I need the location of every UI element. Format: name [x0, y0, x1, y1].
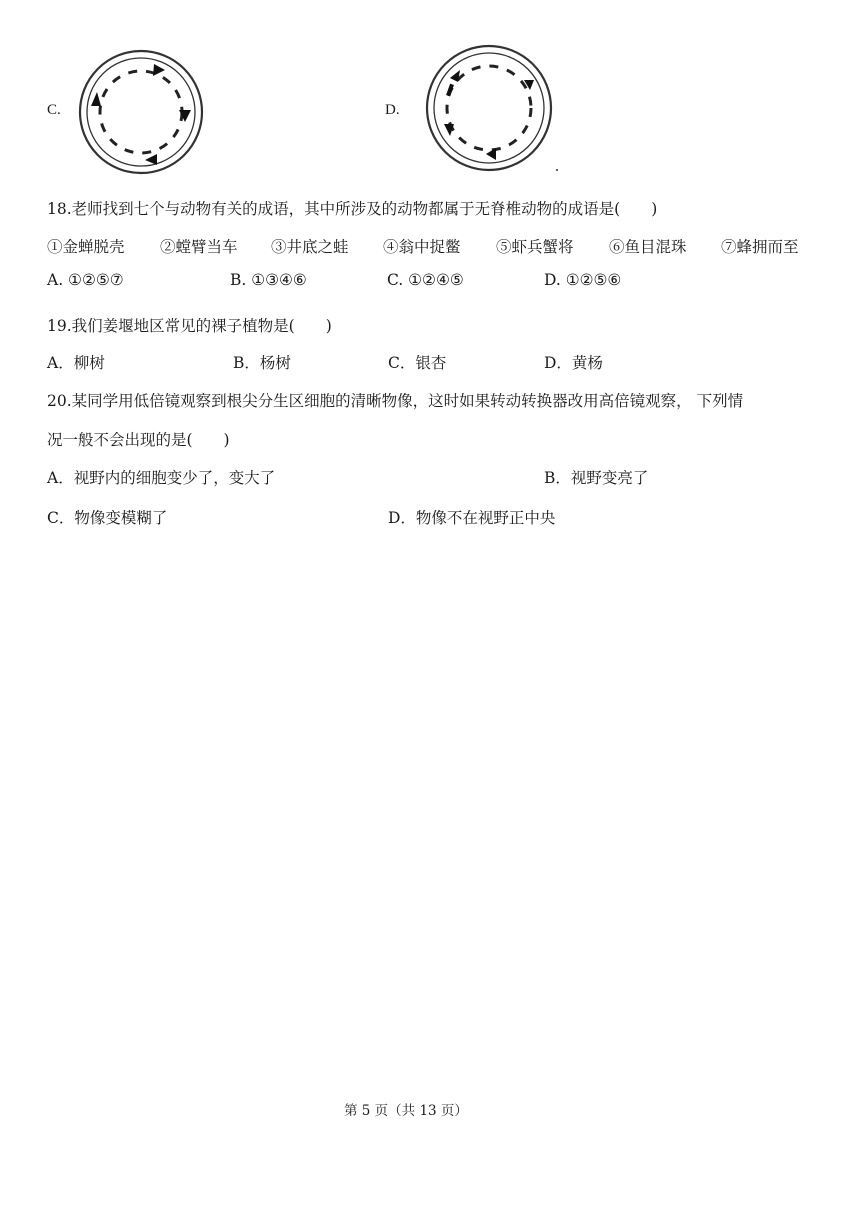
- option-d-label: D.: [385, 102, 400, 118]
- q19-option-c[interactable]: C．银杏: [388, 354, 447, 372]
- q19-stem: 19.我们姜堰地区常见的裸子植物是( ): [47, 317, 332, 335]
- q18-idiom-1: ①金蝉脱壳: [47, 238, 125, 256]
- q18-stem: 18.老师找到七个与动物有关的成语，其中所涉及的动物都属于无脊椎动物的成语是( ): [47, 200, 658, 218]
- q18-idiom-2: ②螳臂当车: [160, 238, 238, 256]
- q18-option-a[interactable]: A. ①②⑤⑦: [47, 271, 124, 289]
- option-d-diagram: [424, 44, 558, 176]
- q19-option-a[interactable]: A．柳树: [47, 354, 105, 372]
- q18-idiom-6: ⑥鱼目混珠: [609, 238, 687, 256]
- q20-option-d[interactable]: D．物像不在视野正中央: [388, 509, 556, 527]
- q20-stem-line-2: 况一般不会出现的是( ): [47, 431, 230, 449]
- q18-option-c[interactable]: C. ①②④⑤: [387, 271, 464, 289]
- q18-option-d[interactable]: D. ①②⑤⑥: [544, 271, 622, 289]
- q18-idiom-3: ③井底之蛙: [271, 238, 349, 256]
- q19-option-d[interactable]: D．黄杨: [544, 354, 603, 372]
- option-c-label: C.: [47, 102, 61, 118]
- q20-option-b[interactable]: B．视野变亮了: [544, 469, 649, 487]
- q18-option-b[interactable]: B. ①③④⑥: [230, 271, 307, 289]
- q18-idiom-7: ⑦蜂拥而至: [721, 238, 799, 256]
- page-footer: 第 5 页（共 13 页）: [344, 1103, 468, 1119]
- q20-stem-line-1: 20.某同学用低倍镜观察到根尖分生区细胞的清晰物像，这时如果转动转换器改用高倍镜观察， 下列情: [47, 392, 744, 410]
- q19-option-b[interactable]: B．杨树: [233, 354, 291, 372]
- option-c-diagram: [75, 48, 207, 176]
- q18-idiom-4: ④翁中捉鳖: [383, 238, 461, 256]
- q20-option-a[interactable]: A．视野内的细胞变少了，变大了: [47, 469, 276, 487]
- q18-idiom-5: ⑤虾兵蟹将: [496, 238, 574, 256]
- q20-option-c[interactable]: C．物像变模糊了: [47, 509, 168, 527]
